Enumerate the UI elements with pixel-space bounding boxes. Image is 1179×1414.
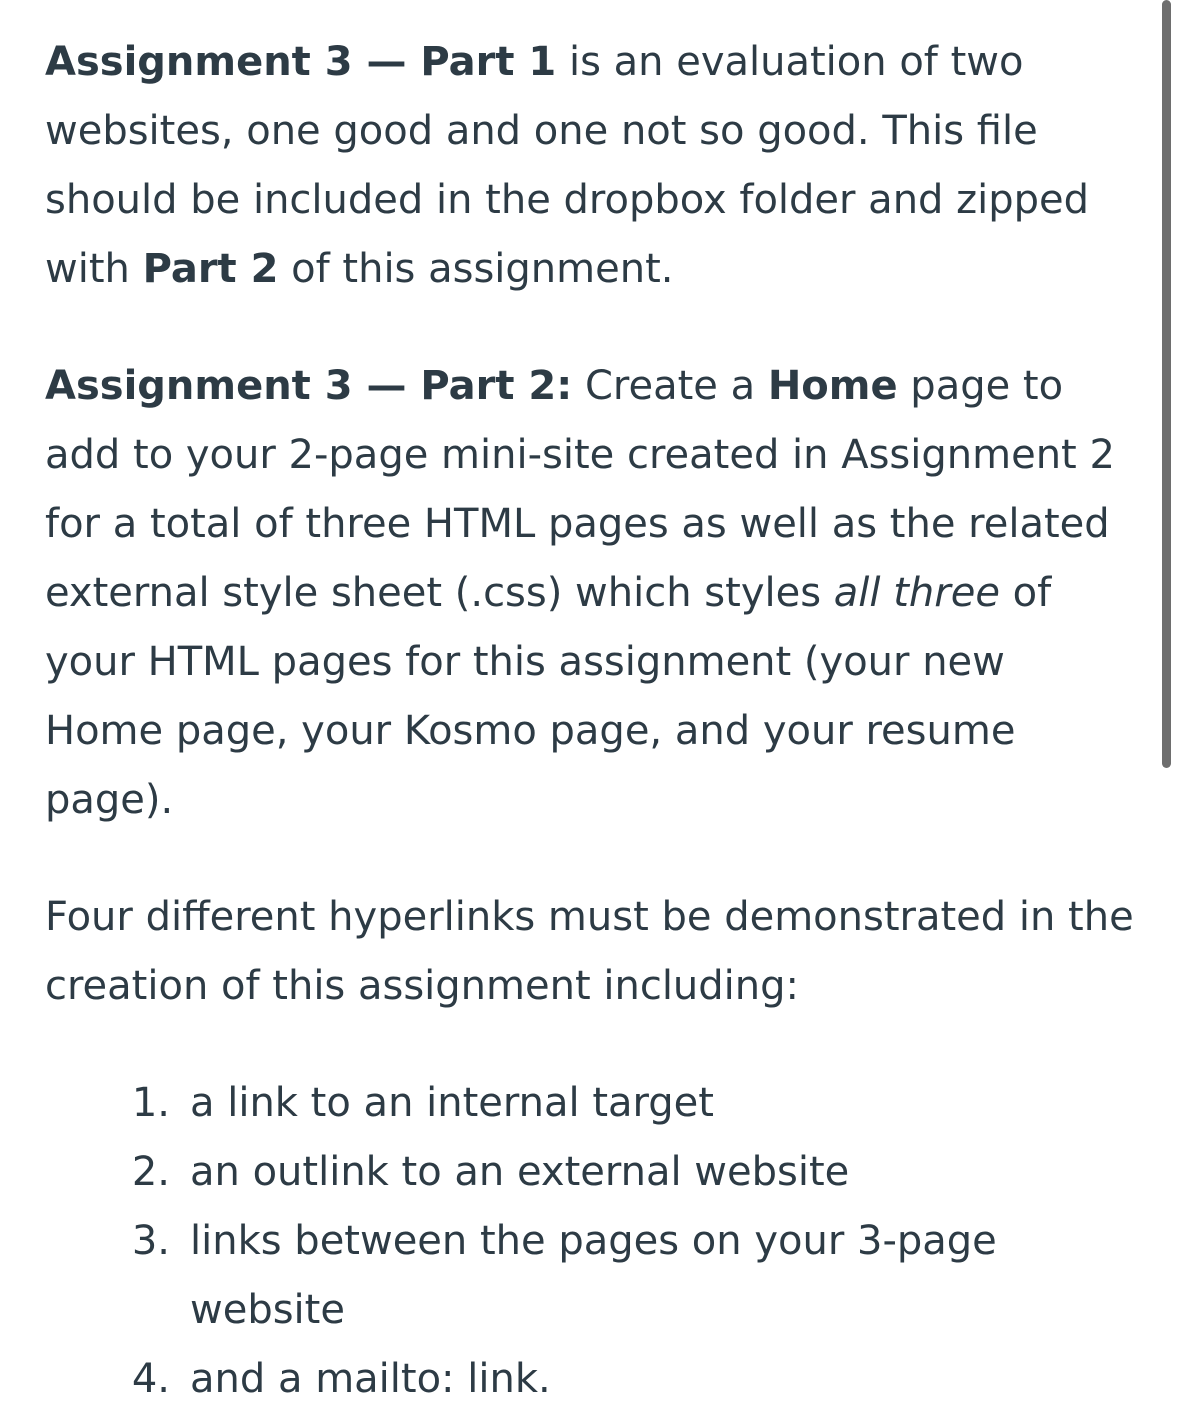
part-2-reference: Part 2 xyxy=(142,246,279,292)
list-item-text: links between the pages on your 3-page website xyxy=(190,1218,997,1333)
part-1-text: is an evaluation of two websites, one good and one not so good. This file should be included in the dropbox folder and zipped with xyxy=(45,39,1090,292)
vertical-scrollbar[interactable] xyxy=(1162,0,1171,768)
part-2-text-end: of your HTML pages for this assignment (your new Home page, your Kosmo page, and your resume page). xyxy=(45,570,1052,823)
list-item-text: a link to an internal target xyxy=(190,1080,714,1126)
part-2-text-middle: page to add to your 2-page mini-site created in Assignment 2 for a total of three HTML pages as well as the related external style sheet (.css) which styles xyxy=(45,363,1115,616)
list-item xyxy=(45,1069,1135,1138)
list-item xyxy=(45,1138,1135,1207)
list-item-number: 4. xyxy=(131,1356,170,1402)
part-1-heading: Assignment 3 — Part 1 xyxy=(45,39,557,85)
part-2-heading: Assignment 3 — Part 2: xyxy=(45,363,573,409)
paragraph-hyperlinks-intro: Four different hyperlinks must be demonstrated in the creation of this assignment including: xyxy=(45,894,1134,1009)
all-three-emphasis: all three xyxy=(833,570,1000,616)
hyperlink-requirements-list xyxy=(45,1069,1135,1414)
paragraph-part-1 xyxy=(45,28,1135,304)
home-emphasis: Home xyxy=(767,363,898,409)
list-item-number: 2. xyxy=(131,1149,170,1195)
part-1-text-end: of this assignment. xyxy=(278,246,674,292)
list-item xyxy=(45,1207,1135,1345)
list-item-number: 3. xyxy=(131,1218,170,1264)
list-item xyxy=(45,1345,1135,1414)
list-item-text: an outlink to an external website xyxy=(190,1149,850,1195)
paragraph-part-2 xyxy=(45,352,1135,835)
part-2-text: Create a xyxy=(572,363,768,409)
assignment-content xyxy=(45,28,1135,1414)
list-item-number: 1. xyxy=(131,1080,170,1126)
list-item-text: and a mailto: link. xyxy=(190,1356,551,1402)
